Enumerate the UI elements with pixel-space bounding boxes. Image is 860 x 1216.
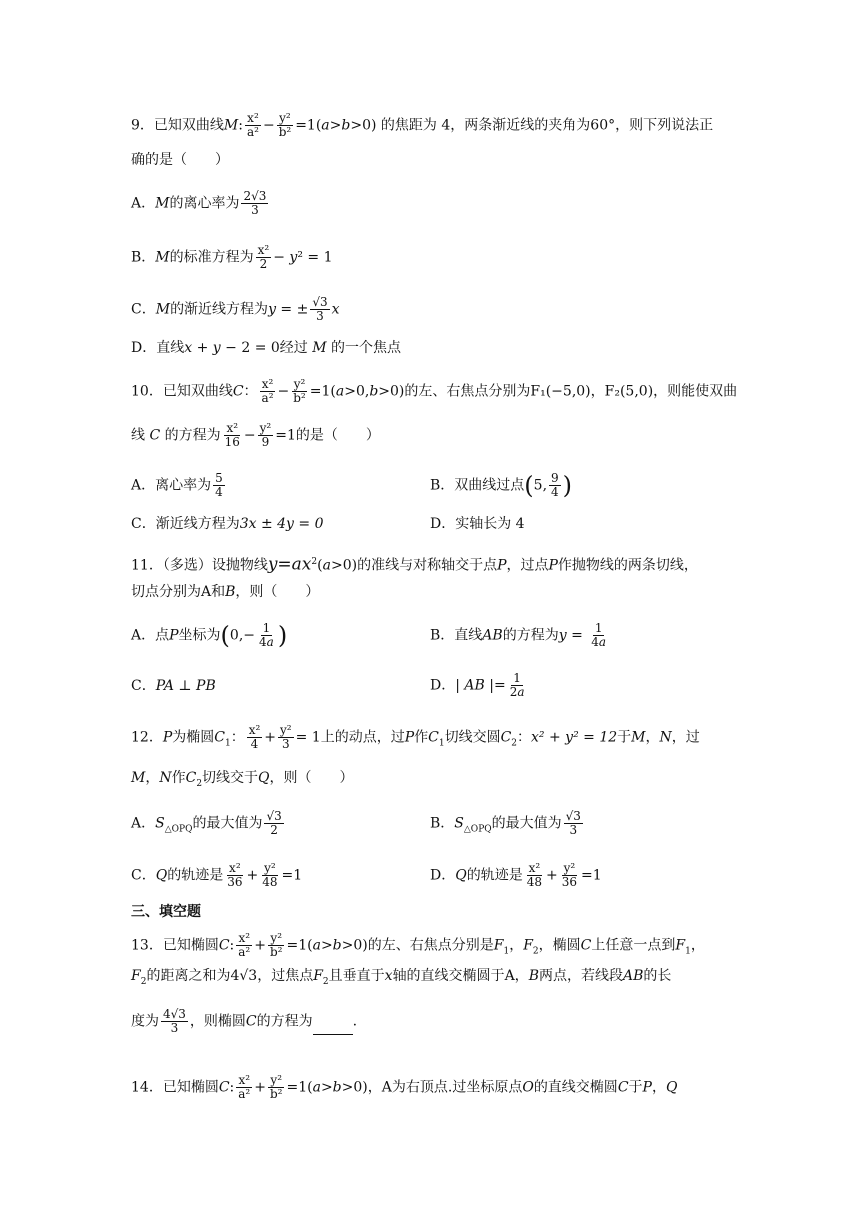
q11-stem: 11．（多选）设抛物线$y=ax^2(a>0)$的准线与对称轴交于点P，过点P作抛物线的两条切线， <box>131 554 698 575</box>
q12-option-d: D．Q的轨迹是 $\frac{\text{x²}}{48}$ + $\frac{\text{y²}}{36}$ =1 <box>430 861 602 889</box>
q10-option-b: B．双曲线过点(5, $\frac{9}{4}$ ) <box>430 471 573 500</box>
q9-option-a: A．M的离心率为 $\frac{2√3}{3}$ <box>131 189 267 217</box>
q11-option-b: B．直线AB的方程为y = $\frac{1}{4a}$ <box>430 621 607 649</box>
q9-stem: 9．已知双曲线M: $\frac{\text{x²}}{\text{a²}}$ − $\frac{\text{y²}}{\text{b²}}$ =1(a>b>0) 的焦距为 4，两条渐近线的夹角为60°，则下列说法正 <box>131 111 714 139</box>
q12-option-b: B．$S_{\triangle OPQ}$的最大值为 $\frac{√3}{3}$ <box>430 809 581 837</box>
q14-stem: 14．已知椭圆C: $\frac{\text{x²}}{\text{a²}}$ + $\frac{\text{y²}}{\text{b²}}$ =1(a>b>0)，A为右顶点.过坐标原点O的直线交椭圆C于P，Q <box>131 1073 678 1101</box>
q12-option-a: A．$S_{\triangle OPQ}$的最大值为 $\frac{√3}{2}$ <box>131 809 282 837</box>
section-heading: 三、填空题 <box>131 904 201 920</box>
q10-stem: 10．已知双曲线C： $\frac{\text{x²}}{\text{a²}}$ − $\frac{\text{y²}}{\text{b²}}$ =1(a>0,b>0)的左、右焦点分别为F₁(−5,0)，F₂(5,0)，则能使双曲 <box>131 377 738 405</box>
q12-option-c: C．Q的轨迹是 $\frac{\text{x²}}{36}$ + $\frac{\text{y²}}{48}$ =1 <box>131 861 303 889</box>
q9-option-b: B．M的标准方程为 $\frac{\text{x²}}{2}$ − y² = 1 <box>131 243 333 271</box>
q13-stem: 13．已知椭圆C: $\frac{\text{x²}}{\text{a²}}$ + $\frac{\text{y²}}{\text{b²}}$ =1(a>b>0)的左、右焦点分别是$F_1$，$F_2$，椭圆C上任意一点到$F_1$， <box>131 931 705 959</box>
q12-stem: 12．P为椭圆$C_1$： $\frac{\text{x²}}{4}$ + $\frac{\text{y²}}{3}$ = 1上的动点，过P作$C_1$切线交圆$C_2$：x² + y² = 12于M，N，过 <box>131 723 700 751</box>
q11-option-c: C．PA ⊥ PB <box>131 678 216 694</box>
q11-stem-cont: 切点分别为A和B，则（ ） <box>131 584 320 600</box>
q9-option-c: C．M的渐近线方程为y = ± $\frac{√3}{3}$ x <box>131 295 340 323</box>
q10-stem-cont: 线 C 的方程为 $\frac{\text{x²}}{16}$ − $\frac{\text{y²}}{9}$ =1的是（ ） <box>131 421 380 449</box>
q10-option-a: A．离心率为 $\frac{5}{4}$ <box>131 471 223 499</box>
q11-option-a: A．点P坐标为(0,− $\frac{1}{4a}$ ) <box>131 621 288 650</box>
answer-blank[interactable] <box>313 1020 353 1035</box>
q10-option-c: C．渐近线方程为3x ± 4y = 0 <box>131 516 324 532</box>
q10-option-d: D．实轴长为 4 <box>430 516 525 532</box>
q12-stem-cont: M，N作$C_2$切线交于Q，则（ ） <box>131 770 354 789</box>
q11-option-d: D．| AB |= $\frac{1}{2a}$ <box>430 671 525 699</box>
q9-option-d: D．直线x + y − 2 = 0经过 M 的一个焦点 <box>131 340 402 356</box>
q13-stem-cont: $F_2$的距离之和为4√3，过焦点$F_2$且垂直于x轴的直线交椭圆于A，B两点，若线段AB的长 <box>131 968 672 987</box>
q13-stem-cont2: 度为 $\frac{4√3}{3}$ ，则椭圆C的方程为 . <box>131 1007 358 1035</box>
q9-stem-cont: 确的是（ ） <box>131 152 229 168</box>
